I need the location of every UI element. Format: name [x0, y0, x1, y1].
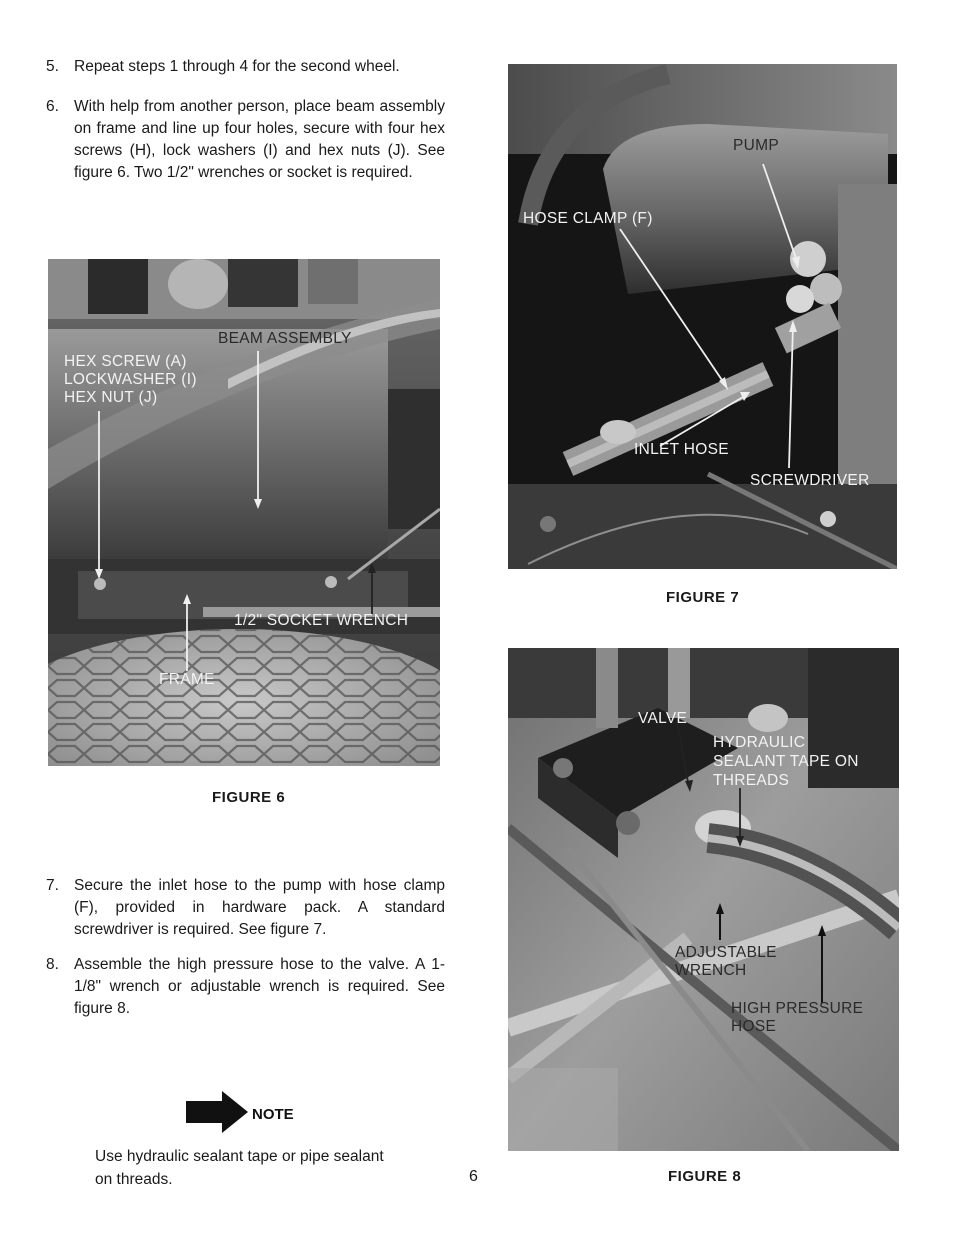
figure-8-photo: [508, 648, 899, 1151]
step-5: [46, 56, 446, 78]
step-text: Secure the inlet hose to the pump with hose clamp (F), provided in hardware pack. A standard screwdriver is required. See figure 7.: [74, 877, 445, 938]
label-hose-clamp: HOSE CLAMP (F): [523, 210, 653, 227]
step-6: [46, 96, 446, 206]
label-sealant-line-1: HYDRAULIC: [713, 734, 806, 751]
label-wrench-line-2: WRENCH: [675, 962, 747, 979]
figure-7-image: [508, 64, 897, 569]
label-wrench-line-1: ADJUSTABLE: [675, 944, 777, 961]
label-beam-assembly: BEAM ASSEMBLY: [218, 330, 352, 347]
figure-6-caption: FIGURE 6: [212, 789, 286, 806]
step-number: 8.: [46, 956, 59, 973]
label-hex-nut: HEX NUT (J): [64, 389, 158, 406]
step-number: 5.: [46, 58, 59, 75]
step-text: Assemble the high pressure hose to the valve. A 1-1/8" wrench or adjustable wrench is required. See figure 8.: [74, 956, 445, 1017]
label-socket-wrench: 1/2" SOCKET WRENCH: [234, 612, 409, 629]
step-8: [46, 954, 446, 1020]
step-text: With help from another person, place beam assembly on frame and line up four holes, secure with four hex screws (H), lock washers (I) and hex nuts (J). See figure 6. Two 1/2" wrenches or socket is required.: [74, 98, 445, 181]
note-heading: NOTE: [252, 1106, 294, 1123]
label-sealant-line-2: SEALANT TAPE ON: [713, 753, 859, 770]
step-text: Repeat steps 1 through 4 for the second wheel.: [74, 58, 400, 75]
note-arrow-icon: [186, 1091, 248, 1133]
label-screwdriver: SCREWDRIVER: [750, 472, 870, 489]
step-number: 7.: [46, 877, 59, 894]
label-lockwasher: LOCKWASHER (I): [64, 371, 197, 388]
label-valve: VALVE: [638, 710, 688, 727]
note-line-1: Use hydraulic sealant tape or pipe sealant: [95, 1148, 384, 1165]
label-inlet-hose: INLET HOSE: [634, 441, 729, 458]
label-sealant-line-3: THREADS: [713, 772, 790, 789]
figure-7-photo: [508, 64, 897, 569]
label-hex-screw: HEX SCREW (A): [64, 353, 187, 370]
figure-8-caption: FIGURE 8: [668, 1168, 742, 1185]
step-7: [46, 875, 446, 941]
step-number: 6.: [46, 98, 59, 115]
figure-8-image: [508, 648, 899, 1151]
label-frame: FRAME: [159, 671, 215, 688]
label-high-pressure-line-2: HOSE: [731, 1018, 777, 1035]
page-number: 6: [469, 1168, 478, 1185]
figure-7-caption: FIGURE 7: [666, 589, 740, 606]
note-line-2: on threads.: [95, 1171, 173, 1188]
figure-6-photo: [48, 259, 440, 766]
label-high-pressure-line-1: HIGH PRESSURE: [731, 1000, 864, 1017]
label-pump: PUMP: [733, 137, 779, 154]
